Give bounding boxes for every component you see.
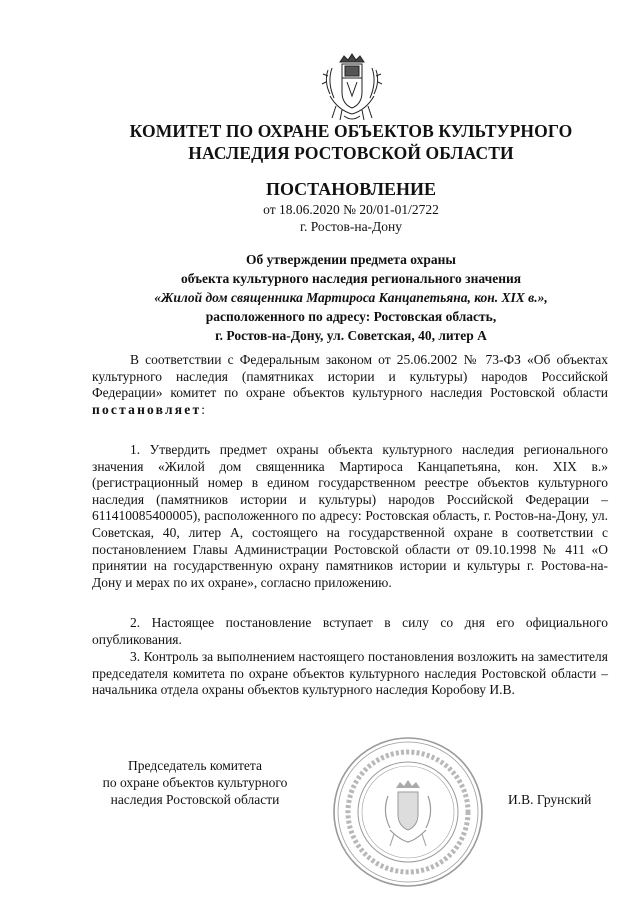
signatory-name: И.В. Грунский xyxy=(508,792,592,807)
clause-paragraph xyxy=(92,615,608,648)
subject-line: г. Ростов-на-Дону, ул. Советская, 40, литер А xyxy=(215,328,487,343)
organization-name xyxy=(60,120,640,164)
preamble-action-word: постановляет xyxy=(92,401,202,417)
document-date-number: от 18.06.2020 № 20/01-01/2722 xyxy=(263,202,439,217)
clause-1: 1. Утвердить предмет охраны объекта культурного наследия регионального значения «Жилой дом священника Мартироса Канцапетьяна, кон. XIX в.» (регистрационный номер в едином государственном реестре объектов культурного наследия (памятников истории и культуры) народов Российской Федерации – 611410085400005), расположенного по адресу: Ростовская область, г. Ростов-на-Дону, ул. Советская, 40, литер А, состоящего на государственной охране в соответствии с постановлением Главы Администрации Ростовской области от 09.10.1998 № 411 «О принятии на государственную охрану памятников истории и культуры г. Ростова-на-Дону и мерах по их охране», согласно приложению. xyxy=(92,442,608,590)
preamble-text: В соответствии с Федеральным законом от 25.06.2002 № 73-ФЗ «Об объектах культурного наследия (памятниках истории и культуры) народов Российской Федерации» комитет по охране объектов культурного наследия Ростовской области xyxy=(92,352,608,401)
coat-of-arms-icon xyxy=(318,52,386,124)
clause-paragraph xyxy=(92,442,608,591)
signatory-title-line: Председатель комитета xyxy=(128,758,262,773)
document-city: г. Ростов-на-Дону xyxy=(299,219,402,234)
preamble-paragraph xyxy=(92,352,608,418)
official-seal-icon xyxy=(330,734,486,890)
organization-name-line2: НАСЛЕДИЯ РОСТОВСКОЙ ОБЛАСТИ xyxy=(188,143,514,163)
organization-name-line1: КОМИТЕТ ПО ОХРАНЕ ОБЪЕКТОВ КУЛЬТУРНОГО xyxy=(129,121,573,141)
clause-paragraph xyxy=(92,649,608,699)
subject-line: расположенного по адресу: Ростовская область, xyxy=(205,309,497,324)
clause-2: 2. Настоящее постановление вступает в силу со дня его официального опубликования. xyxy=(92,615,608,647)
clause-3: 3. Контроль за выполнением настоящего постановления возложить на заместителя председателя комитета по охране объектов культурного наследия Ростовской области – начальника отдела охраны объектов культурного наследия Коробову И.В. xyxy=(92,649,608,698)
subject-line: объекта культурного наследия регионального значения xyxy=(180,271,522,286)
document-type-title: ПОСТАНОВЛЕНИЕ xyxy=(265,179,437,199)
document-subject xyxy=(60,250,640,345)
preamble-tail: : xyxy=(201,401,206,417)
signatory-title-line: по охране объектов культурного xyxy=(102,775,288,790)
subject-object-name: «Жилой дом священника Мартироса Канцапетьяна, кон. XIX в.», xyxy=(154,290,548,305)
signatory-title xyxy=(82,757,308,808)
subject-line: Об утверждении предмета охраны xyxy=(246,252,456,267)
signatory-title-line: наследия Ростовской области xyxy=(110,792,280,807)
